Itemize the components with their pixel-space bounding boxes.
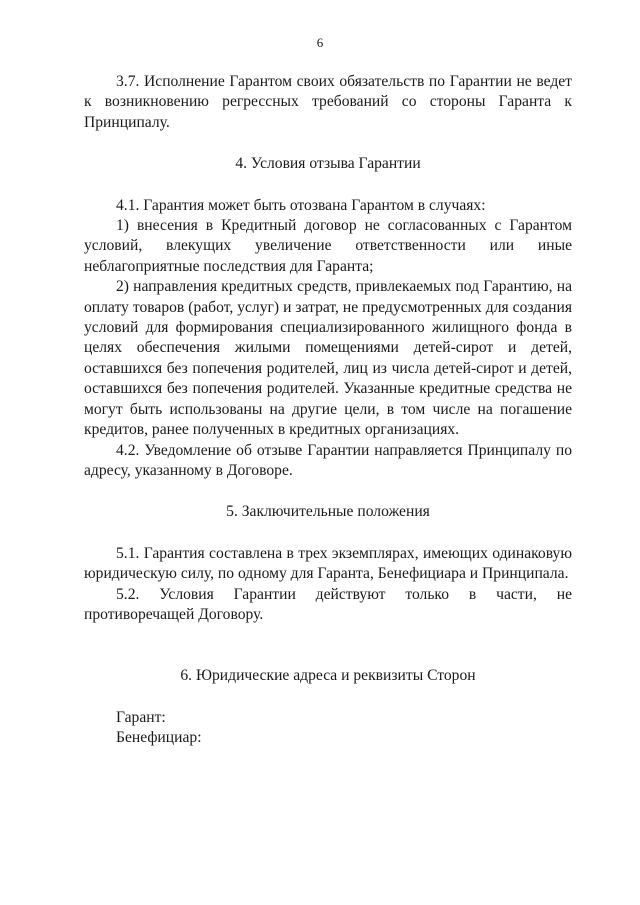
paragraph-4-2: 4.2. Уведомление об отзыве Гарантии направляется Принципалу по адресу, указанному в Договоре. (84, 441, 572, 479)
guarantor-label: Гарант: (116, 708, 166, 726)
document-body (84, 72, 572, 749)
section-heading-5: 5. Заключительные положения (226, 503, 430, 521)
paragraph-5-2: 5.2. Условия Гарантии действуют только в части, не противоречащей Договору. (84, 585, 572, 623)
page-number: 6 (316, 35, 324, 50)
paragraph-3-7: 3.7. Исполнение Гарантом своих обязательств по Гарантии не ведет к возникновению регрессных требований со стороны Гаранта к Принципалу. (84, 73, 572, 131)
section-heading-6: 6. Юридические адреса и реквизиты Сторон (180, 667, 476, 685)
paragraph-4-1-item-1: 1) внесения в Кредитный договор не согласованных с Гарантом условий, влекущих увеличение ответственности или иные неблагоприятные последствия для Гаранта; (84, 217, 572, 275)
paragraph-4-1-item-2: 2) направления кредитных средств, привлекаемых под Гарантию, на оплату товаров (работ, услуг) и затрат, не предусмотренных для создания условий для формирования специализированного жилищного фонда в целях обеспечения жилыми помещениями детей-сирот и детей, оставшихся без попечения родителей, лиц из числа детей-сирот и детей, оставшихся без попечения родителей. Указанные кредитные средства не могут быть использованы на другие цели, в том числе на погашение кредитов, ранее полученных в кредитных организациях. (84, 278, 572, 439)
beneficiary-label: Бенефициар: (116, 729, 202, 747)
paragraph-5-1: 5.1. Гарантия составлена в трех экземплярах, имеющих одинаковую юридическую силу, по одному для Гаранта, Бенефициара и Принципала. (84, 544, 572, 583)
section-heading-4: 4. Условия отзыва Гарантии (235, 155, 421, 173)
paragraph-4-1: 4.1. Гарантия может быть отозвана Гарантом в случаях: (116, 196, 486, 214)
